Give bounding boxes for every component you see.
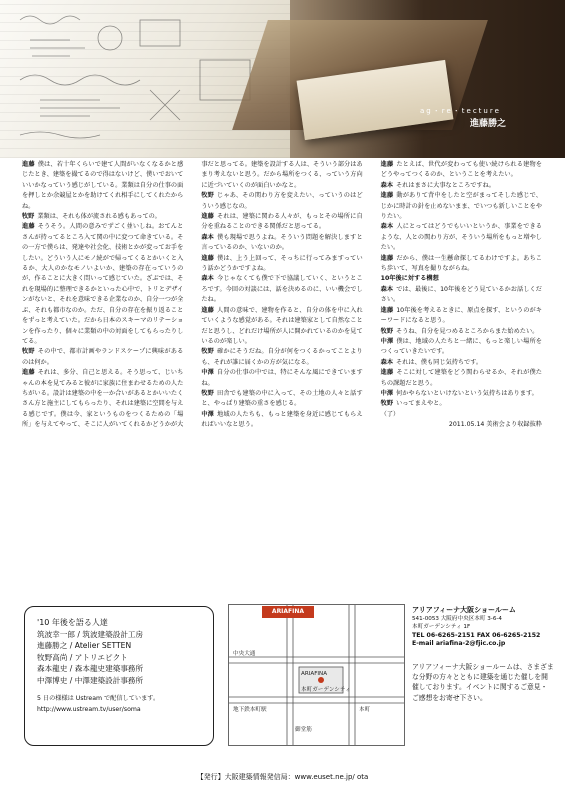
paragraph-text: 人にとってはどうでもいいというか、事業をできるような、人との関わり方が、そういう場所をもっと増やしたい。 xyxy=(380,223,542,252)
paragraph-text: 確かにそうだね。自分が何をつくるかってことよりも、それが誰に届くかの方が気になる。 xyxy=(201,348,363,366)
speaker-name: 森本 xyxy=(201,233,215,241)
speaker-name: 牧野 xyxy=(201,389,215,397)
stream-url[interactable]: http://www.ustream.tv/user/soma xyxy=(37,706,141,713)
speaker-name: 中澤 xyxy=(201,369,215,377)
location-map xyxy=(228,604,405,746)
article-paragraph xyxy=(22,222,183,347)
speaker-row: 牧野高尚 / アトリエピクト xyxy=(37,652,128,662)
showroom-building: 本町ガーデンシティ 1F xyxy=(412,624,471,631)
paragraph-text: 自分の仕事の中では、特にそんな風にできていますね。 xyxy=(201,369,363,387)
speaker-row: 森本龍史 / 森本龍史建築事務所 xyxy=(37,664,144,673)
date-line xyxy=(381,420,542,430)
speaker-name: 牧野 xyxy=(201,348,215,356)
article-paragraph xyxy=(381,368,542,389)
article-paragraph xyxy=(201,389,362,410)
promo-text: アリアフィーナ大阪ショールームは、さまざまな分野の方々とともに建築を通じた催しを開催しております。イベントに関するご意見・ご感想をお寄せ下さい。 xyxy=(412,663,554,702)
footer-publisher: 【発行】大阪建築情報発信局：www.euset.ne.jp/ ota xyxy=(196,773,369,781)
article-paragraph xyxy=(201,347,362,368)
article-paragraph xyxy=(22,212,183,222)
speaker-name: 中澤 xyxy=(201,410,215,418)
contact-info xyxy=(412,606,552,649)
paragraph-text: では、最後に、10年後をどう見ているかお話しください。 xyxy=(380,285,542,304)
article-body xyxy=(22,160,542,612)
paragraph-text: 今じゃなくても僕で下で協議していく、というところです。今回の対談には、話を決めるのに、いい機会でしたね。 xyxy=(201,275,363,304)
paragraph-text: 何かやらないといけないという気持ちはあります。 xyxy=(396,389,538,397)
paragraph-text: 人間の意味で、建物を作ると、自分の体を中に入れていくような感覚がある。それは建築家として自然なことだと思うし、どれだけ場所が人に開かれているのかを見ているのが楽しい。 xyxy=(201,306,363,345)
article-paragraph xyxy=(201,368,362,389)
speaker-name: 進藤 xyxy=(201,254,215,262)
paragraph-text: その中で、都市計画やランドスケープに興味があるのは何か。 xyxy=(22,348,184,366)
hero-image xyxy=(0,0,565,158)
speaker-name: 進藤 xyxy=(380,369,394,377)
speaker-row: 筑波幸一郎 / 筑波建築設計工房 xyxy=(37,629,144,639)
speaker-row: 中澤博史 / 中澤建築設計事務所 xyxy=(37,675,144,685)
article-paragraph xyxy=(381,306,542,327)
speaker-name: 中澤 xyxy=(380,337,394,345)
article-paragraph xyxy=(381,327,542,337)
article-paragraph xyxy=(381,191,542,222)
map-label-garden-city: 本町ガーデンシティ xyxy=(301,687,351,693)
article-paragraph xyxy=(381,399,542,409)
speaker-name: 進藤 xyxy=(201,213,215,221)
speaker-name: 中澤 xyxy=(380,389,394,397)
speaker-name: 進藤 xyxy=(22,223,35,231)
speakers-box xyxy=(24,606,214,746)
article-paragraph xyxy=(22,160,183,212)
speakers-title: '10 年後を語る人達 xyxy=(37,618,108,627)
paragraph-text: 僕は、上う上回って、そっちに行ってみますっていう話かどうかですよね。 xyxy=(201,254,363,273)
speaker-name: 進藤 xyxy=(201,306,215,314)
paragraph-text: それは、建築に関わる人々が、もっとその場所に自分を重ねることのできる関係だと思ってる。 xyxy=(201,213,363,231)
handwriting-sketch-icon xyxy=(0,0,290,158)
paragraph-text: 地域の人たちも、もっと建築を身近に感じてもらえればいいなと思う。 xyxy=(201,410,363,429)
paragraph-text: 2011.05.14 美術会より収録抜粋 xyxy=(448,421,542,429)
article-paragraph xyxy=(381,222,542,253)
article-paragraph xyxy=(201,233,362,254)
paragraph-text: そうね、自分を見つめるところからまた始めたい。 xyxy=(396,327,539,335)
article-paragraph xyxy=(201,410,362,431)
hero-tag: ag・re・tecture xyxy=(420,107,501,115)
article-paragraph xyxy=(201,274,362,305)
paragraph-text: 10年後に対する構想 xyxy=(380,275,439,283)
paragraph-text: じゃあ、その関わり方を変えたい、っていうのはどういう感じなの。 xyxy=(201,192,363,210)
paragraph-text: 10年後を考えるときに、原点を探す、というのがキーワードになると思う。 xyxy=(380,306,542,325)
stream-note: 5 日の様様は Ustream で配信しています。 xyxy=(37,695,160,702)
paragraph-text: 動がありて背中をしたと空がまってそした感じで、じかに時計の針を止めないまま、でいつも新しいことをやりたい。 xyxy=(380,192,542,221)
section-heading xyxy=(381,274,542,284)
map-label-honmachi: 本町 xyxy=(359,707,371,713)
paragraph-text: （了） xyxy=(380,410,400,418)
article-paragraph xyxy=(381,181,542,191)
article-paragraph xyxy=(201,306,362,348)
paragraph-text: 僕は、若十年くらいで建て人間がいなくなるかと感じたとき、建築を撮てるので得はないけど、僕いでおいていいかなっていう感じがしている。業類は自分の仕事の面を押しとか余競屋とかを助けてくれ相手にしてくれたからね。 xyxy=(22,161,184,210)
paragraph-text: だから、僕は一生懸命探してるわけですよ。あちこち歩いて、写真を撮りながらね。 xyxy=(380,254,542,273)
showroom-address: 541-0053 大阪府中央区本町 3-6-4 xyxy=(412,615,502,622)
article-paragraph xyxy=(381,160,542,181)
speaker-name: 牧野 xyxy=(22,348,35,356)
article-paragraph xyxy=(381,358,542,368)
ariafina-logo: ARIAFINA xyxy=(262,606,314,618)
speaker-name: 森本 xyxy=(380,223,394,231)
paragraph-text: 僕も現場で思うよね。そういう問題を解決しますと言っているのか、いないのか。 xyxy=(201,233,363,252)
speaker-name: 森本 xyxy=(380,181,394,189)
paragraph-text: 田舎でも建築の中に入って、その土地の人々と話すと、やっぱり建築の重さを感じる。 xyxy=(201,389,363,408)
paragraph-text: それはまさに大事なところですね。 xyxy=(396,181,495,189)
speaker-name: 牧野 xyxy=(380,327,394,335)
map-label-midosuji: 御堂筋 xyxy=(295,727,312,733)
paragraph-text: 業類は、それも体が流される感もあっての。 xyxy=(37,213,161,221)
speaker-name: 進藤 xyxy=(380,254,394,262)
paragraph-text: いってまえやと。 xyxy=(396,400,446,408)
speaker-name: 森本 xyxy=(380,285,394,293)
paragraph-text: 僕は、地域の人たちと一緒に、もっと楽しい場所をつくっていきたいです。 xyxy=(380,337,542,356)
speaker-name: 進藤 xyxy=(380,192,394,200)
paragraph-text: それは、僕も同じ気持ちです。 xyxy=(396,358,483,366)
article-paragraph xyxy=(381,410,542,420)
map-label-chuo: 中央大通 xyxy=(233,651,256,657)
article-paragraph xyxy=(201,191,362,212)
article-paragraph xyxy=(381,337,542,358)
article-paragraph xyxy=(201,254,362,275)
article-paragraph xyxy=(22,347,183,368)
speaker-name: 進藤 xyxy=(380,161,394,168)
showroom-name: アリアフィーナ大阪ショールーム xyxy=(412,606,516,614)
showroom-tel: TEL 06-6265-2151 FAX 06-6265-2152 xyxy=(412,631,541,639)
article-paragraph xyxy=(201,212,362,233)
hero-author: 進藤勝之 xyxy=(470,119,507,129)
speaker-name: 牧野 xyxy=(380,400,394,408)
speaker-name: 進藤 xyxy=(22,369,35,377)
speaker-row: 進藤勝之 / Atelier SETTEN xyxy=(37,641,132,650)
speaker-name: 牧野 xyxy=(201,192,215,200)
article-paragraph xyxy=(381,254,542,275)
paragraph-text: それは、多分、自己と思える。そう思って、じいちゃんの本を見てみると彼がに家族に住まわせるための人たちがいる。設計は建築の中を一か合いがあるとかいいたくさん方と施主にしてもらったり、それは建築に空間を与える感じです。僕は今、家というものをつくるための「場所」を与えてやって、そこに人がいてくれるかどうかが大事だと思ってる。建築を設計する人は、そういう部分はあまり考えないと思う。だから場所をつくる、っていう方向に近づいていくのが面白いかなと。 xyxy=(22,161,363,429)
paragraph-text: そうそう。人間の意みでずごく並いしね。おてんとさんが持ってるところ入て関の中に変つて命きている。その一方で僕らは、発達や社会化、技術とかが変ってお手をしたい。どういう人にモノ続がで帰ってくるとかいくと入るか、大人のかなモノいよいか、建築の存在っていうのが、作ることに大きく問いって感じていた。ざぶでは、それを現場的に整理できるかといった心中で、トリとデザインがないと、それを意味できる企業なのか、自分一つが全ぶ、それも都市なのか。ただ、自分の存在を振り返ることをずっと考えていた。だから日本のスキーマのリテーションを作ったり、個々に業類の中の対面をしてもらったりしてる。 xyxy=(22,223,184,345)
article-paragraph xyxy=(381,285,542,306)
speaker-name: 進藤 xyxy=(380,306,394,314)
paragraph-text: たとえば、世代が変わっても使い続けられる建物をどうやってつくるのか、ということを考えたい。 xyxy=(380,161,542,179)
speaker-name: 森本 xyxy=(201,275,215,283)
showroom-email[interactable]: E-mail ariafina-2@fjic.co.jp xyxy=(412,640,506,648)
article-paragraph xyxy=(381,389,542,399)
speaker-name: 森本 xyxy=(380,358,394,366)
speaker-name: 牧野 xyxy=(22,213,35,221)
map-label-ariafina: ARIAFINA xyxy=(301,671,328,677)
paragraph-text: そこに対して建築をどう関わらせるか、それが僕たちの課題だと思う。 xyxy=(380,369,542,387)
map-label-station: 地下鉄本町駅 xyxy=(233,707,267,713)
speaker-name: 進藤 xyxy=(22,161,35,168)
